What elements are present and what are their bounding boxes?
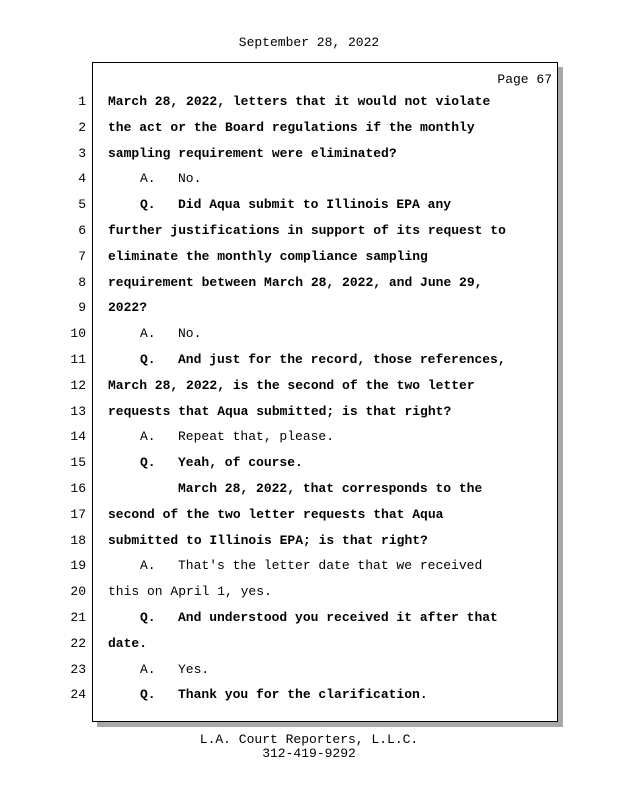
line-text: this on April 1, yes.	[108, 584, 272, 600]
line-text: No.	[178, 171, 202, 187]
transcript-line	[0, 533, 618, 553]
page-number: Page 67	[497, 72, 552, 87]
transcript-line	[0, 249, 618, 269]
transcript-line	[0, 636, 618, 656]
line-text: March 28, 2022, that corresponds to the	[178, 481, 483, 496]
transcript-line	[0, 429, 618, 449]
line-number: 1	[78, 94, 86, 109]
transcript-line	[0, 507, 618, 527]
line-text: And just for the record, those references,	[178, 352, 506, 367]
line-text: sampling requirement were eliminated?	[108, 145, 397, 161]
line-number: 24	[70, 687, 86, 703]
line-number: 22	[70, 635, 86, 651]
line-number: 23	[70, 661, 86, 677]
line-number: 18	[70, 532, 86, 548]
transcript-line	[0, 326, 618, 346]
line-text: Thank you for the clarification.	[178, 687, 428, 703]
line-number: 9	[78, 300, 86, 316]
speaker-marker: A.	[140, 429, 156, 445]
line-number: 10	[70, 326, 86, 342]
transcript-line	[0, 455, 618, 475]
transcript-line	[0, 610, 618, 630]
transcript-line	[0, 146, 618, 166]
line-number: 8	[78, 274, 86, 290]
line-number: 6	[78, 223, 86, 238]
line-text: No.	[178, 326, 202, 342]
line-number: 13	[70, 403, 86, 419]
speaker-marker: A.	[140, 661, 156, 677]
speaker-marker: Q.	[140, 197, 156, 213]
line-number: 7	[78, 248, 86, 264]
line-text: requirement between March 28, 2022, and June 29,	[108, 274, 483, 290]
line-text: Did Aqua submit to Illinois EPA any	[178, 197, 452, 213]
footer-company: L.A. Court Reporters, L.L.C.	[199, 732, 419, 747]
speaker-marker: A.	[140, 326, 156, 342]
line-text: further justifications in support of its request to	[108, 223, 506, 238]
speaker-marker: Q.	[140, 687, 156, 703]
line-number: 20	[70, 584, 86, 600]
line-number: 21	[70, 610, 86, 625]
transcript-line	[0, 687, 618, 707]
line-text: submitted to Illinois EPA; is that right?	[108, 532, 428, 548]
transcript-line	[0, 378, 618, 398]
transcript-line	[0, 404, 618, 424]
transcript-line	[0, 352, 618, 372]
line-text: And understood you received it after that	[178, 610, 498, 625]
speaker-marker: A.	[140, 558, 156, 574]
line-number: 17	[70, 506, 86, 522]
line-number: 11	[70, 352, 86, 367]
line-number: 2	[78, 119, 86, 135]
speaker-marker: A.	[140, 171, 156, 187]
transcript-line	[0, 197, 618, 217]
line-number: 15	[70, 455, 86, 471]
transcript-line	[0, 481, 618, 501]
transcript-line	[0, 223, 618, 243]
line-text: date.	[108, 635, 148, 651]
transcript-line	[0, 584, 618, 604]
line-number: 16	[70, 481, 86, 496]
line-number: 5	[78, 197, 86, 213]
transcript-line	[0, 120, 618, 140]
transcript-line	[0, 275, 618, 295]
line-number: 4	[78, 171, 86, 187]
line-text: Yeah, of course.	[178, 455, 303, 471]
line-text: second of the two letter requests that Aqua	[108, 506, 444, 522]
line-text: March 28, 2022, letters that it would not violate	[108, 94, 491, 109]
transcript-line	[0, 300, 618, 320]
footer-phone: 312-419-9292	[262, 746, 356, 761]
line-number: 12	[70, 377, 86, 393]
line-text: requests that Aqua submitted; is that right?	[108, 403, 452, 419]
speaker-marker: Q.	[140, 352, 156, 367]
line-number: 19	[70, 558, 86, 574]
transcript-line	[0, 662, 618, 682]
line-text: the act or the Board regulations if the monthly	[108, 119, 475, 135]
header-date: September 28, 2022	[238, 35, 380, 50]
transcript-line	[0, 558, 618, 578]
line-text: 2022?	[108, 300, 148, 316]
transcript-line	[0, 94, 618, 114]
footer	[0, 733, 618, 761]
line-number: 3	[78, 145, 86, 161]
line-text: That's the letter date that we received	[178, 558, 483, 574]
line-text: eliminate the monthly compliance sampling	[108, 248, 428, 264]
speaker-marker: Q.	[140, 455, 156, 471]
transcript-line	[0, 171, 618, 191]
speaker-marker: Q.	[140, 610, 156, 625]
line-text: March 28, 2022, is the second of the two letter	[108, 377, 475, 393]
line-number: 14	[70, 429, 86, 445]
line-text: Repeat that, please.	[178, 429, 335, 445]
line-text: Yes.	[178, 661, 210, 677]
